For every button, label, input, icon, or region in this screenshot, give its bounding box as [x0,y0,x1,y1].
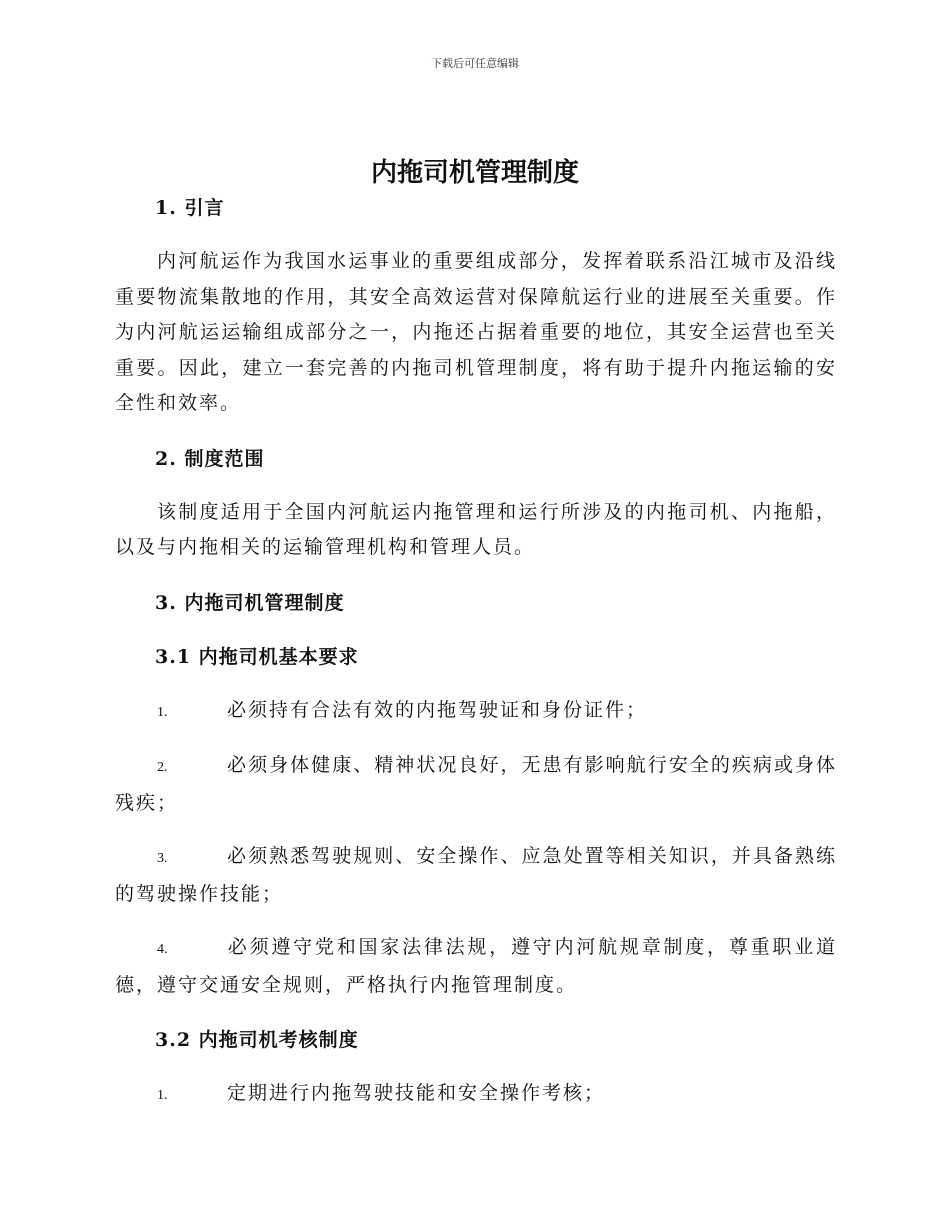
list-item-number: 1. [157,1088,168,1103]
document-title: 内拖司机管理制度 [370,158,579,188]
section-heading-introduction: 1. 引言 [155,197,225,219]
section-paragraph-scope: 该制度适用于全国内河航运内拖管理和运行所涉及的内拖司机、内拖船，以及与内拖相关的运输管理机构和管理人员。 [115,500,837,558]
section-heading-scope: 2. 制度范围 [155,447,265,470]
list-item-number: 1. [157,704,168,720]
list-item [115,930,837,1003]
section-paragraph-introduction: 内河航运作为我国水运事业的重要组成部分，发挥着联系沿江城市及沿线重要物流集散地的作用，其安全高效运营对保障航运行业的进展至关重要。作为内河航运运输组成部分之一，内拖还占据着重要的地位，其安全运营也至关重要。因此，建立一套完善的内拖司机管理制度，将有助于提升内拖运输的安全性和效率。 [115,250,837,414]
list-item-text: 定期进行内拖驾驶技能和安全操作考核； [227,1082,606,1104]
list-item-text: 必须熟悉驾驶规则、安全操作、应急处置等相关知识，并具备熟练的驾驶操作技能； [115,845,837,905]
list-item-number: 2. [157,760,168,775]
list-item-text: 必须遵守党和国家法律法规，遵守内河航规章制度，尊重职业道德，遵守交通安全规则，严格执行内拖管理制度。 [115,936,837,996]
subsection-heading-assessment: 3.2 内拖司机考核制度 [155,1029,359,1051]
list-item-number: 3. [157,851,168,866]
list-item [115,693,837,731]
list-item-number: 4. [157,942,168,957]
list-item [115,1076,837,1114]
list-item-text: 必须身体健康、精神状况良好，无患有影响航行安全的疾病或身体残疾； [115,754,837,814]
list-item-text: 必须持有合法有效的内拖驾驶证和身份证件； [227,698,648,721]
document-body [115,190,837,1114]
list-item [115,748,837,821]
subsection-heading-basic-requirements: 3.1 内拖司机基本要求 [155,645,359,668]
list-item [115,839,837,912]
section-heading-management: 3. 内拖司机管理制度 [155,591,345,614]
header-note: 下载后可任意编辑 [431,57,519,70]
